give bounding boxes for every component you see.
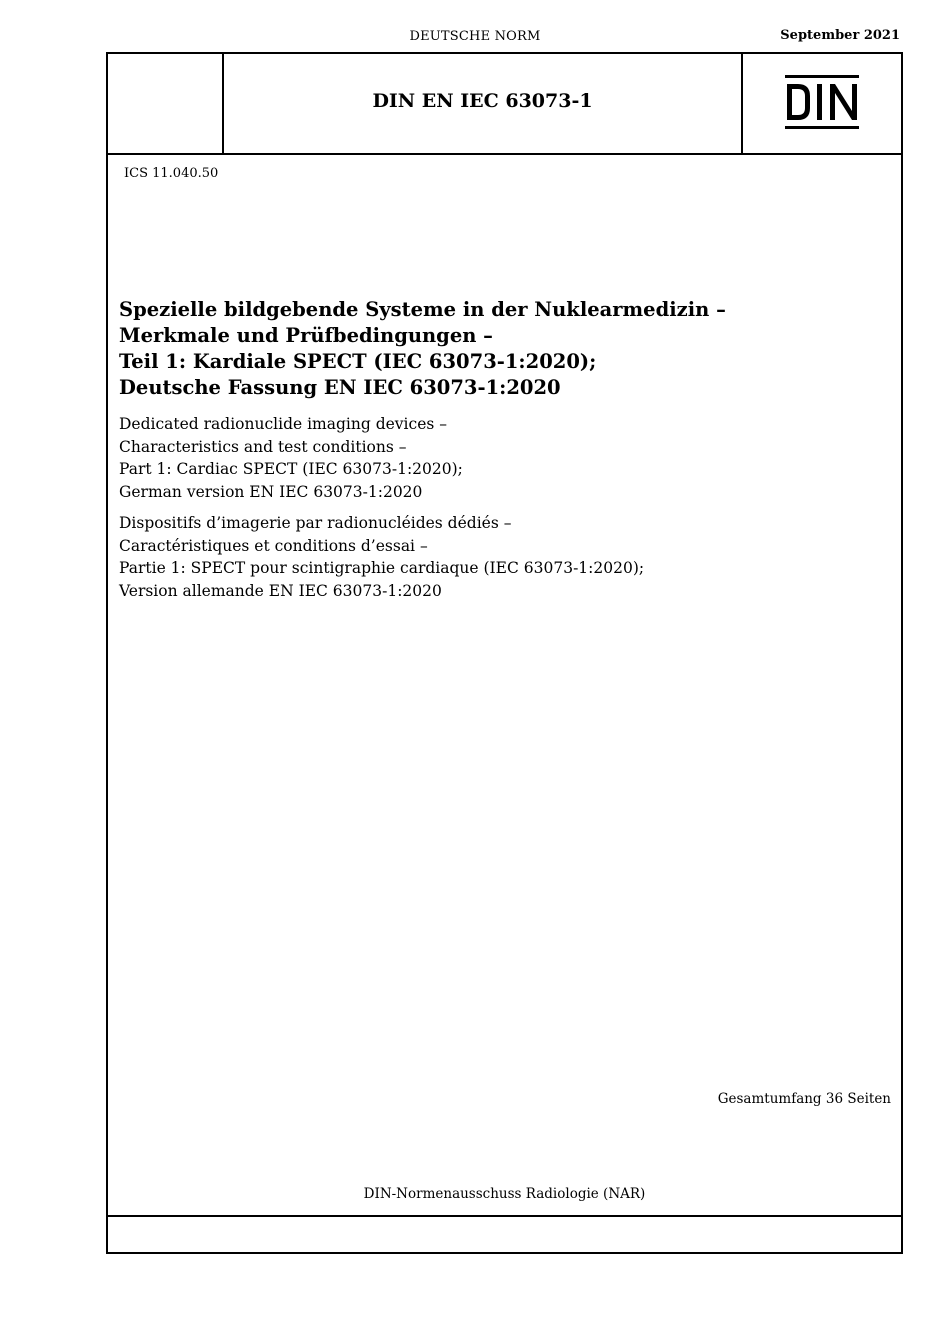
title-en-line: Dedicated radionuclide imaging devices –	[119, 415, 447, 433]
page-count: Gesamtumfang 36 Seiten	[717, 1091, 891, 1107]
title-fr-line: Caractéristiques et conditions d’essai –	[119, 536, 428, 555]
ics-code: ICS 11.040.50	[124, 166, 219, 181]
footer-divider	[108, 1215, 901, 1217]
title-de-line: Teil 1: Kardiale SPECT (IEC 63073-1:2020);	[119, 350, 597, 373]
title-de-line: Deutsche Fassung EN IEC 63073-1:2020	[119, 376, 561, 399]
committee-name: DIN-Normenausschuss Radiologie (NAR)	[363, 1186, 646, 1202]
title-fr-line: Version allemande EN IEC 63073-1:2020	[119, 581, 442, 600]
publication-date: September 2021	[780, 28, 900, 43]
standard-number: DIN EN IEC 63073-1	[372, 90, 593, 112]
title-de-line: Spezielle bildgebende Systeme in der Nuklearmedizin –	[119, 298, 726, 321]
title-german	[119, 297, 889, 401]
din-logo	[785, 75, 859, 129]
document-type-label: DEUTSCHE NORM	[409, 29, 541, 44]
title-fr-line: Dispositifs d’imagerie par radionucléides dédiés –	[119, 514, 512, 532]
cover-frame	[106, 52, 903, 1254]
title-french	[119, 512, 889, 602]
header-logo-cell	[743, 54, 901, 153]
title-fr-line: Partie 1: SPECT pour scintigraphie cardiaque (IEC 63073-1:2020);	[119, 559, 645, 578]
title-english	[119, 413, 889, 503]
title-en-line: Part 1: Cardiac SPECT (IEC 63073-1:2020);	[119, 460, 463, 479]
header-number-cell	[224, 54, 743, 153]
title-en-line: German version EN IEC 63073-1:2020	[119, 482, 423, 501]
title-de-line: Merkmale und Prüfbedingungen –	[119, 324, 493, 347]
title-en-line: Characteristics and test conditions –	[119, 437, 407, 456]
header-empty-cell	[108, 54, 224, 153]
header-row	[108, 54, 901, 155]
